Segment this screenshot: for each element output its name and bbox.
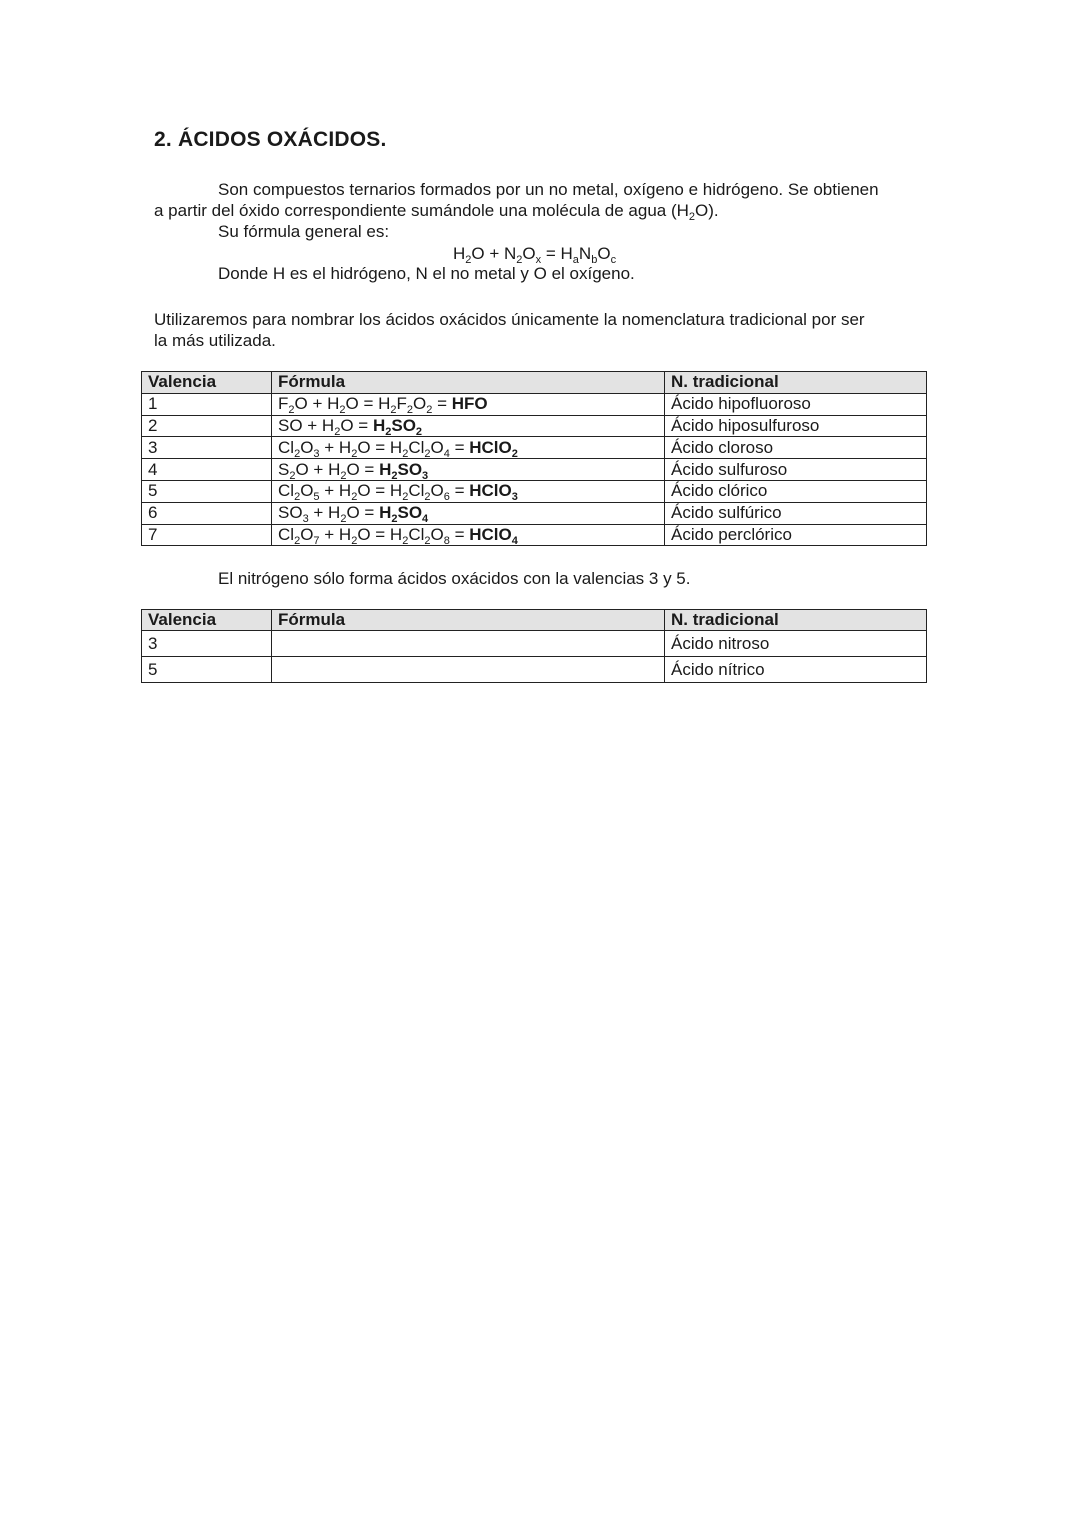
cell-nombre: Ácido clórico [665, 480, 927, 502]
header-formula: Fórmula [272, 610, 665, 631]
cell-formula: $Cl_2O_7 + H_2O = H_2Cl_2O_8$ = HClO$_4$ [272, 524, 665, 546]
header-nombre: N. tradicional [665, 372, 927, 394]
cell-nombre: Ácido nítrico [665, 657, 927, 683]
header-valencia: Valencia [142, 610, 272, 631]
cell-nombre: Ácido hipofluoroso [665, 393, 927, 415]
cell-formula-empty [272, 631, 665, 657]
cell-nombre: Ácido sulfuroso [665, 459, 927, 481]
cell-valencia: 7 [142, 524, 272, 546]
header-formula: Fórmula [272, 372, 665, 394]
table-header-row [142, 372, 927, 394]
intro-line-4: Donde H es el hidrógeno, N el no metal y O el oxígeno. [218, 264, 635, 283]
intro-line-3: Su fórmula general es: [218, 222, 390, 241]
table-row [142, 657, 927, 683]
table-row [142, 480, 927, 502]
table-row [142, 502, 927, 524]
cell-nombre: Ácido nitroso [665, 631, 927, 657]
cell-nombre: Ácido perclórico [665, 524, 927, 546]
acids-table [141, 371, 927, 546]
cell-valencia: 3 [142, 631, 272, 657]
intro-line-2: a partir del óxido correspondiente sumándole una molécula de agua $(H_2O)$. [154, 201, 719, 223]
table-row [142, 631, 927, 657]
nitrogen-note: El nitrógeno sólo forma ácidos oxácidos con la valencias 3 y 5. [218, 569, 691, 588]
cell-nombre: Ácido sulfúrico [665, 502, 927, 524]
general-formula: $H_2O + N_2O_x = H_aN_bO_c$ [453, 244, 617, 266]
cell-nombre: Ácido hiposulfuroso [665, 415, 927, 437]
cell-nombre: Ácido cloroso [665, 437, 927, 459]
cell-formula: $S_2O + H_2O = H_2SO_3$ [272, 459, 665, 481]
table-row [142, 393, 927, 415]
nomenclature-note-line-2: la más utilizada. [154, 331, 276, 350]
cell-valencia: 5 [142, 480, 272, 502]
cell-formula: $Cl_2O_3 + H_2O = H_2Cl_2O_4$ = HClO$_2$ [272, 437, 665, 459]
cell-formula-empty [272, 657, 665, 683]
cell-valencia: 2 [142, 415, 272, 437]
section-title: 2. ÁCIDOS OXÁCIDOS. [154, 128, 387, 151]
cell-valencia: 1 [142, 393, 272, 415]
cell-valencia: 5 [142, 657, 272, 683]
nomenclature-note-line-1: Utilizaremos para nombrar los ácidos oxácidos únicamente la nomenclatura tradicional por ser [154, 310, 865, 329]
cell-valencia: 6 [142, 502, 272, 524]
table-row [142, 524, 927, 546]
table-row [142, 415, 927, 437]
cell-formula: SO + $H_2O = H_2SO_2$ [272, 415, 665, 437]
table-row [142, 437, 927, 459]
intro-line-1: Son compuestos ternarios formados por un no metal, oxígeno e hidrógeno. Se obtienen [218, 180, 879, 199]
cell-valencia: 3 [142, 437, 272, 459]
cell-formula: $SO_3 + H_2O = H_2SO_4$ [272, 502, 665, 524]
header-valencia: Valencia [142, 372, 272, 394]
cell-formula: $Cl_2O_5 + H_2O = H_2Cl_2O_6$ = HClO$_3$ [272, 480, 665, 502]
cell-formula: $F_2O + H_2O = H_2F_2O_2$ = HFO [272, 393, 665, 415]
cell-valencia: 4 [142, 459, 272, 481]
table-header-row [142, 610, 927, 631]
table-row [142, 459, 927, 481]
nitrogen-acids-table [141, 609, 927, 683]
header-nombre: N. tradicional [665, 610, 927, 631]
